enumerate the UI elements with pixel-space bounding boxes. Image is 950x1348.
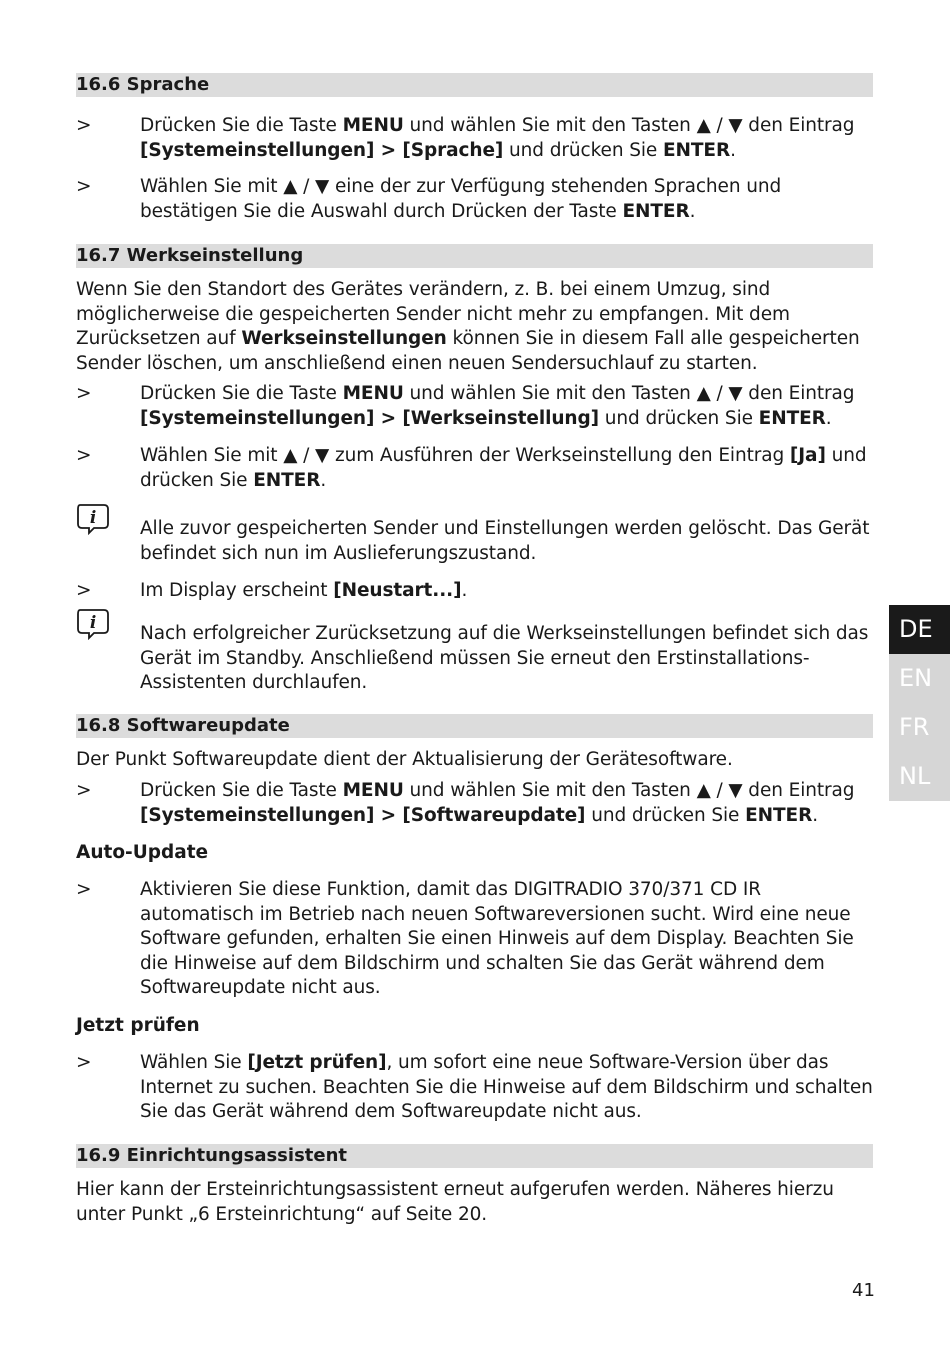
section-heading-16-6: 16.6 Sprache bbox=[76, 73, 873, 97]
svg-text:i: i bbox=[89, 613, 97, 633]
bullet-marker: > bbox=[76, 383, 92, 404]
section-heading-16-7: 16.7 Werkseinstellung bbox=[76, 244, 873, 268]
list-item bbox=[76, 175, 876, 225]
list-item bbox=[76, 579, 876, 604]
subheading-auto-update: Auto-Update bbox=[76, 842, 209, 863]
info-icon bbox=[76, 608, 110, 640]
language-tab-de[interactable]: DE bbox=[889, 605, 950, 654]
language-tab-en[interactable]: EN bbox=[899, 664, 933, 692]
page-number: 41 bbox=[852, 1280, 875, 1301]
language-tabs bbox=[889, 605, 950, 801]
list-item-text: Wählen Sie mit ▲ / ▼ eine der zur Verfügung stehenden Sprachen und bestätigen Sie die Auswahl durch Drücken der Taste ENTER. bbox=[140, 176, 782, 222]
list-item bbox=[76, 444, 876, 494]
info-note bbox=[76, 508, 876, 567]
list-item-text: Drücken Sie die Taste MENU und wählen Sie mit den Tasten ▲ / ▼ den Eintrag [Systemeinstellungen] > [Sprache] und drücken Sie ENTER. bbox=[140, 115, 855, 161]
list-item-text: Im Display erscheint [Neustart...]. bbox=[140, 580, 468, 601]
bullet-marker: > bbox=[76, 780, 92, 801]
section-heading-16-9: 16.9 Einrichtungsassistent bbox=[76, 1144, 873, 1168]
list-item bbox=[76, 779, 876, 829]
bullet-marker: > bbox=[76, 176, 92, 197]
list-item-text: Wählen Sie mit ▲ / ▼ zum Ausführen der Werkseinstellung den Eintrag [Ja] und drücken Sie ENTER. bbox=[140, 445, 867, 491]
section-heading-16-8: 16.8 Softwareupdate bbox=[76, 714, 873, 738]
info-note bbox=[76, 613, 876, 697]
info-icon bbox=[76, 503, 110, 535]
list-item-text: Drücken Sie die Taste MENU und wählen Sie mit den Tasten ▲ / ▼ den Eintrag [Systemeinstellungen] > [Werkseinstellung] und drücken Sie ENTER. bbox=[140, 383, 855, 429]
bullet-marker: > bbox=[76, 580, 92, 601]
language-tab-nl[interactable]: NL bbox=[899, 762, 931, 790]
section-intro-16-8: Der Punkt Softwareupdate dient der Aktualisierung der Gerätesoftware. bbox=[76, 749, 733, 770]
section-text-16-9: Hier kann der Ersteinrichtungsassistent erneut aufgerufen werden. Näheres hierzu unter Punkt „6 Ersteinrichtung“ auf Seite 20. bbox=[76, 1179, 834, 1225]
list-item bbox=[76, 382, 876, 432]
info-text: Nach erfolgreicher Zurücksetzung auf die Werkseinstellungen befindet sich das Gerät im Standby. Anschließend müssen Sie erneut den Erstinstallations-Assistenten durchlaufen. bbox=[140, 623, 869, 694]
section-intro-16-7: Wenn Sie den Standort des Gerätes verändern, z. B. bei einem Umzug, sind möglicherweise die gespeicherten Sender nicht mehr zu empfangen. Mit dem Zurücksetzen auf Werkseinstellungen können Sie in diesem Fall alle gespeicherten Sender löschen, um anschließend einen neuen Sendersuchlauf zu starten. bbox=[76, 279, 860, 374]
bullet-marker: > bbox=[76, 115, 92, 136]
info-text: Alle zuvor gespeicherten Sender und Einstellungen werden gelöscht. Das Gerät befindet sich nun im Auslieferungszustand. bbox=[140, 518, 870, 564]
subheading-jetzt-pruefen: Jetzt prüfen bbox=[76, 1015, 200, 1036]
list-item-text: Aktivieren Sie diese Funktion, damit das DIGITRADIO 370/371 CD IR automatisch im Betrieb nach neuen Softwareversionen sucht. Wird eine neue Software gefunden, erhalten Sie einen Hinweis auf dem Display. Beachten Sie die Hinweise auf dem Bildschirm und schalten Sie das Gerät während dem Softwareupdate nicht aus. bbox=[140, 879, 854, 999]
list-item bbox=[76, 878, 876, 1002]
bullet-marker: > bbox=[76, 879, 92, 900]
svg-text:i: i bbox=[89, 508, 97, 528]
list-item-text: Wählen Sie [Jetzt prüfen], um sofort eine neue Software-Version über das Internet zu suchen. Beachten Sie die Hinweise auf dem Bildschirm und schalten Sie das Gerät während dem Softwareupdate nicht aus. bbox=[140, 1052, 873, 1123]
list-item bbox=[76, 114, 876, 164]
list-item bbox=[76, 1051, 876, 1126]
list-item-text: Drücken Sie die Taste MENU und wählen Sie mit den Tasten ▲ / ▼ den Eintrag [Systemeinstellungen] > [Softwareupdate] und drücken Sie ENTER. bbox=[140, 780, 855, 826]
bullet-marker: > bbox=[76, 445, 92, 466]
bullet-marker: > bbox=[76, 1052, 92, 1073]
language-tab-fr[interactable]: FR bbox=[899, 713, 930, 741]
